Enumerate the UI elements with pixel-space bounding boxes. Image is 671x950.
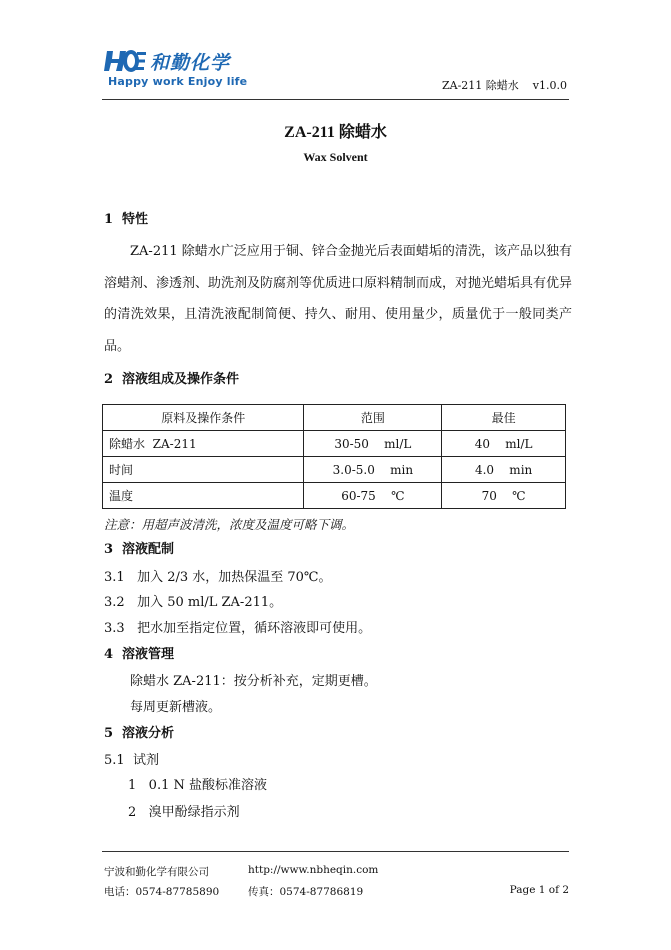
table-note: 注意：用超声波清洗，浓度及温度可略下调。 <box>104 517 355 532</box>
phone-number: 电话：0574-87785890 <box>104 886 220 898</box>
section-heading <box>104 538 174 557</box>
page-number: Page 1 of 2 <box>509 884 569 896</box>
reagent-item: 1 0.1 N 盐酸标准溶液 <box>128 778 267 793</box>
slogan: Happy work Enjoy life <box>108 75 248 88</box>
table-row <box>103 457 566 483</box>
table-cell: 温度 <box>103 483 304 509</box>
table-header-row <box>103 405 566 431</box>
table-header: 范围 <box>304 405 442 431</box>
subsection-title: 5.1 试剂 <box>104 753 159 768</box>
table-cell: 时间 <box>103 457 304 483</box>
section-number: 1 <box>104 212 114 227</box>
company-name: 宁波和勤化学有限公司 <box>104 866 209 878</box>
table-cell: 70 ℃ <box>442 483 566 509</box>
table-cell: 40 ml/L <box>442 431 566 457</box>
table-cell: 30-50 ml/L <box>304 431 442 457</box>
table-cell: 4.0 min <box>442 457 566 483</box>
table-cell: 3.0-5.0 min <box>304 457 442 483</box>
table-cell: 除蜡水 ZA-211 <box>103 431 304 457</box>
section-number: 5 <box>104 726 114 741</box>
section-heading <box>104 643 174 662</box>
logo-mark <box>104 49 146 73</box>
conditions-table <box>102 404 566 509</box>
management-item: 除蜡水 ZA-211：按分析补充，定期更槽。 <box>130 674 377 689</box>
section-number: 4 <box>104 647 114 662</box>
website-link[interactable]: http://www.nbheqin.com <box>248 864 379 876</box>
section-heading <box>104 722 174 741</box>
footer-divider <box>102 851 569 852</box>
section-title: 溶液组成及操作条件 <box>122 372 240 387</box>
section-heading <box>104 368 239 387</box>
prep-step: 3.3 把水加至指定位置，循环溶液即可使用。 <box>104 621 372 636</box>
prep-step: 3.1 加入 2/3 水，加热保温至 70℃。 <box>104 570 332 585</box>
fax-number: 传真：0574-87786819 <box>248 886 364 898</box>
intro-paragraph: ZA-211 除蜡水广泛应用于铜、锌合金抛光后表面蜡垢的清洗，该产品以独有溶蜡剂、渗透剂、助洗剂及防腐剂等优质进口原料精制而成，对抛光蜡垢具有优异的清洗效果，且清洗液配制简便、持久、耐用、使用量少，质量优于一般同类产品。 <box>104 244 573 354</box>
logo-text: 和勤化学 <box>150 52 231 74</box>
table-cell: 60-75 ℃ <box>304 483 442 509</box>
section-heading <box>104 208 148 227</box>
header-divider <box>102 99 569 100</box>
section-title: 特性 <box>122 212 149 227</box>
table-row <box>103 483 566 509</box>
prep-step: 3.2 加入 50 ml/L ZA-211。 <box>104 595 283 610</box>
table-header: 最佳 <box>442 405 566 431</box>
section-title: 溶液管理 <box>122 647 175 662</box>
section-number: 2 <box>104 372 114 387</box>
table-row <box>103 431 566 457</box>
doc-version: ZA-211 除蜡水 v1.0.0 <box>442 79 567 92</box>
section-title: 溶液配制 <box>122 542 175 557</box>
page-title: ZA-211 除蜡水 <box>284 124 387 141</box>
table-header: 原料及操作条件 <box>103 405 304 431</box>
section-number: 3 <box>104 542 114 557</box>
reagent-item: 2 溴甲酚绿指示剂 <box>128 805 240 820</box>
section-title: 溶液分析 <box>122 726 175 741</box>
page-subtitle: Wax Solvent <box>303 150 368 164</box>
management-item: 每周更新槽液。 <box>130 700 222 715</box>
